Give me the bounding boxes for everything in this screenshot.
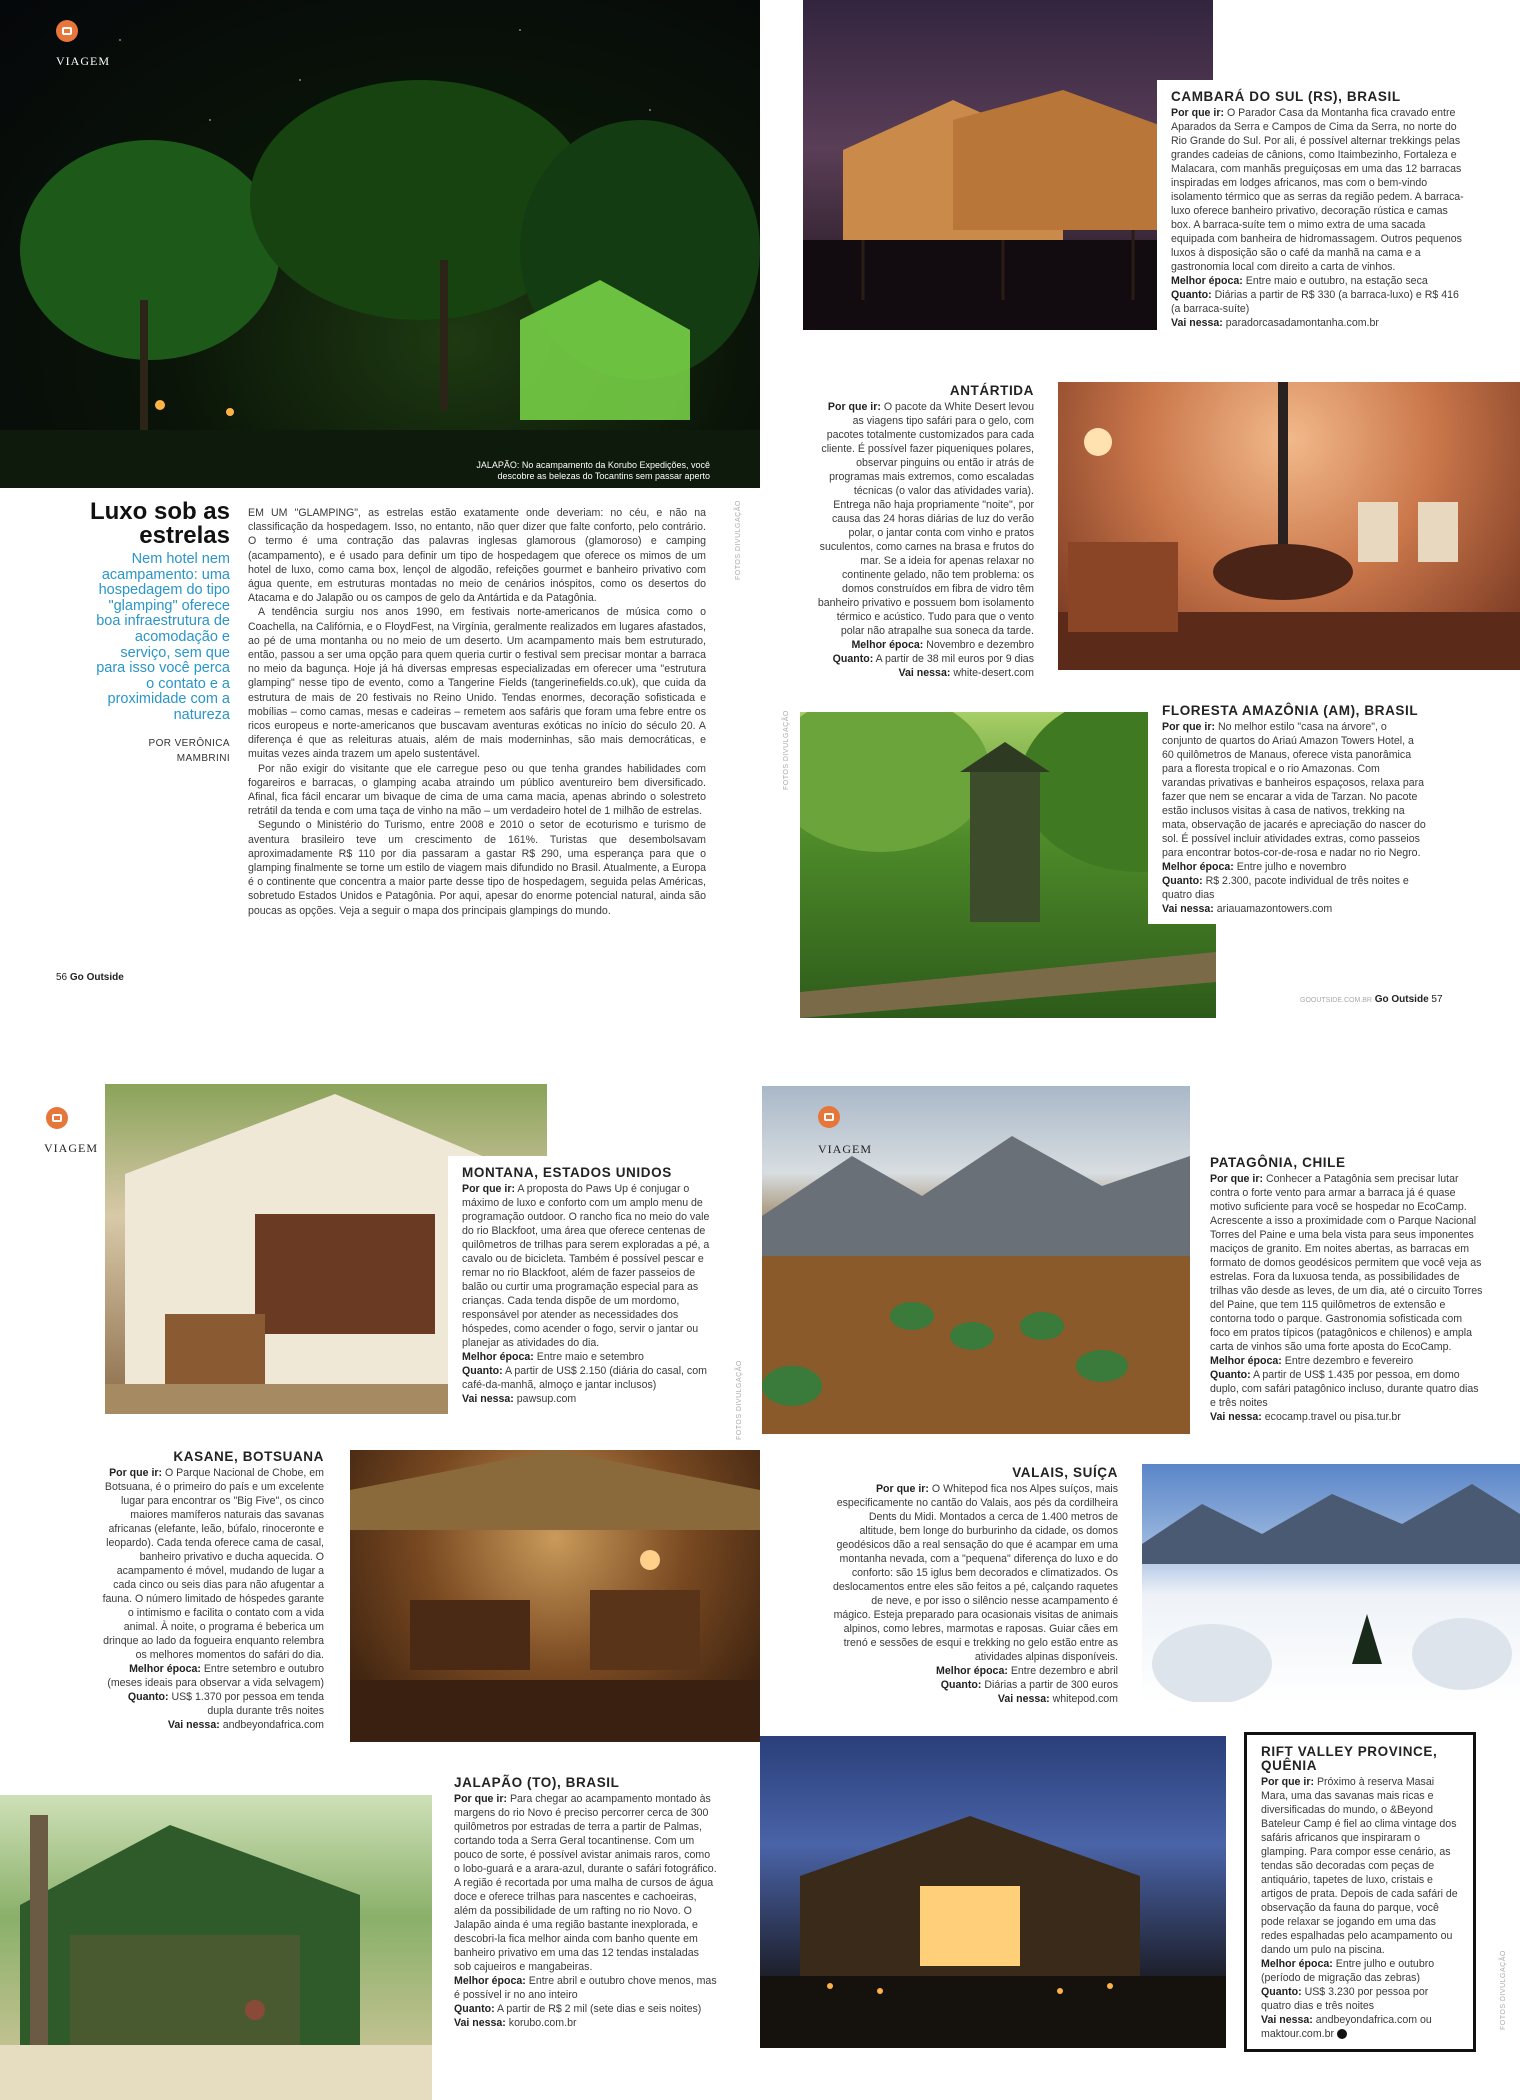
page-number: 56 <box>56 972 68 983</box>
photo-credit: FOTOS DIVULGAÇÃO <box>1500 1950 1507 2030</box>
when-label: Melhor época: <box>1171 275 1243 287</box>
photo-credit: FOTOS DIVULGAÇÃO <box>735 500 742 580</box>
link-text: andbeyondafrica.com ou maktour.com.br <box>1261 2014 1432 2040</box>
card-title: JALAPÃO (TO), BRASIL <box>454 1775 620 1790</box>
why-label: Por que ir: <box>1162 721 1215 733</box>
price-text: A partir de US$ 2.150 (diária do casal, com café-da-manhã, almoço e jantar inclusos) <box>462 1365 707 1391</box>
hero-caption: JALAPÃO: No acampamento da Korubo Expedições, você descobre as belezas do Tocantins sem passar aperto <box>476 460 710 481</box>
when-text: Entre julho e outubro (período de migração das zebras) <box>1261 1958 1435 1984</box>
card-title: MONTANA, ESTADOS UNIDOS <box>462 1165 672 1180</box>
why-label: Por que ir: <box>1261 1776 1314 1788</box>
section-label: VIAGEM <box>818 1142 872 1156</box>
link-text: ariauamazontowers.com <box>1216 903 1333 915</box>
paragraph: Segundo o Ministério do Turismo, entre 2008 e 2010 o setor de ecoturismo e turismo de aventura brasileiro teve um crescimento de 161%. Turistas que desembolsavam aproximadamente R$ 110 por dia passaram a gastar R$ 290, uma esperança para que o glamping finalmente se torne um estilo de viagem mais difundido no Brasil. Atualmente, a Europa é o continente que concentra a maior parte desse tipo de hospedagem, seguida pelas Américas, sobretudo Estados Unidos e Patagônia. Por aqui, apesar do enorme potencial natural, ainda são poucas as opções. Veja a seguir o mapa dos principais glampings do mundo. <box>248 819 706 917</box>
link-text: ecocamp.travel ou pisa.tur.br <box>1264 1411 1401 1423</box>
link-label: Vai nessa: <box>1162 903 1214 915</box>
card-jalapao <box>440 1766 730 2038</box>
card-title: PATAGÔNIA, CHILE <box>1210 1155 1346 1170</box>
jalapao-tent-illustration <box>0 1795 432 2100</box>
link-text: andbeyondafrica.com <box>222 1719 324 1731</box>
price-label: Quanto: <box>1171 289 1212 301</box>
photo-antartida-dome-interior <box>1058 382 1520 670</box>
link-label: Vai nessa: <box>454 2017 506 2029</box>
card-patagonia <box>1196 1146 1496 1432</box>
why-text: No melhor estilo "casa na árvore", o conjunto de quartos do Ariaú Amazon Towers Hotel, a 60 quilômetros de Manaus, oferece vista panorâmica para a floresta tropical e o rio Amazonas. Com varandas privativas e banheiros espaçosos, relaxa para fazer que nem se encarar a vida de Tarzan. No pacote estão inclusos visitas à casa de nativos, trekking na mata, observação de jacarés e apreciação do nascer do sol. É possível incluir atividades extras, como passeios para encontrar botos-cor-de-rosa e nadar no rio Negro. <box>1162 721 1426 859</box>
why-text: O Parque Nacional de Chobe, em Botsuana, é o primeiro do país e um excelente lugar para encontrar os "Big Five", os cinco maiores mamíferos naturais das savanas africanas (elefante, leão, búfalo, rinoceronte e leopardo). Cada tenda oferece cama de casal, banheiro privativo e ducha aquecida. O acampamento é móvel, mudando de lugar a cada cinco ou seis dias para não afugentar a fauna. O número limitado de hóspedes garante o intimismo e facilita o contato com a vida animal. À noite, o programa é beberica um drinque ao lado da fogueira enquanto relembra os melhores momentos do safári do dia. <box>102 1467 324 1661</box>
hero-photo-jalapao-night <box>0 0 760 488</box>
price-text: A partir de R$ 2 mil (sete dias e seis noites) <box>496 2003 702 2015</box>
when-text: Entre dezembro e fevereiro <box>1284 1355 1414 1367</box>
tent-badge-icon <box>46 1107 68 1129</box>
price-text: US$ 3.230 por pessoa por quatro dias e três noites <box>1261 1986 1429 2012</box>
magazine-name: Go Outside <box>1374 994 1429 1005</box>
photo-patagonia-ecocamp <box>762 1086 1190 1434</box>
link-label: Vai nessa: <box>462 1393 514 1405</box>
when-text: Entre maio e outubro, na estação seca <box>1245 275 1428 287</box>
when-label: Melhor época: <box>129 1663 201 1675</box>
dome-interior-illustration <box>1058 382 1520 670</box>
price-text: A partir de US$ 1.435 por pessoa, em domo duplo, com safári patagônico incluso, durante quatro dias e três noites <box>1210 1369 1479 1409</box>
rift-tent-illustration <box>760 1736 1226 2048</box>
when-label: Melhor época: <box>851 639 924 651</box>
when-label: Melhor época: <box>1261 1958 1333 1970</box>
when-text: Entre dezembro e abril <box>1010 1665 1118 1677</box>
photo-valais-whitepod <box>1142 1464 1520 1702</box>
why-label: Por que ir: <box>109 1467 163 1479</box>
why-text: O pacote da White Desert levou as viagens tipo safári para o gelo, com pacotes totalmente customizados para cada cliente. É possível fazer piqueniques polares, observar pinguins ou então ir atrás de programas mais extremos, como escaladas técnicas (o valor das atividades varia). Entrega não haja propriamente "noite", por causa das 24 horas diárias de luz do verão polar, o jantar conta com vinho e pratos suculentos, como carnes na brasa e frutos do mar. Se a ideia for apenas relaxar no continente gelado, não tem problema: os domos construídos em fibra de vidro têm banheiro privativo e possuem bom isolamento térmico e acústico. Tudo para que o vento polar não atrapalhe sua soneca da tarde. <box>817 401 1034 637</box>
paragraph: Por não exigir do visitante que ele carregue peso ou que tenha grandes habilidades com fogareiros e barracas, o glamping acaba atraindo um público aventureiro bem diversificado. Afinal, fica fácil encarar um bivaque de cima de uma cama macia, apenas abrindo o solestreto retrátil da tenda e com uma taça de vinho na mão – um verdadeiro hotel de 1 milhão de estrelas. <box>248 762 706 818</box>
price-label: Quanto: <box>940 1679 982 1691</box>
link-text: pawsup.com <box>516 1393 577 1405</box>
price-text: A partir de 38 mil euros por 9 dias <box>875 653 1034 665</box>
link-label: Vai nessa: <box>1210 1411 1262 1423</box>
when-label: Melhor época: <box>462 1351 534 1363</box>
magazine-name: Go Outside <box>69 972 124 983</box>
site-url: GOOUTSIDE.COM.BR <box>1300 997 1372 1004</box>
card-montana <box>448 1156 726 1414</box>
why-text: O Parador Casa da Montanha fica cravado entre Aparados da Serra e Campos de Cima da Serra, no norte do Rio Grande do Sul. Por ali, é possível alternar trekkings pelas grandes cadeias de cânions, como Itaimbezinho, Fortaleza e Malacara, com manhãs preguiçosas em uma das 12 barracas inspiradas em lodges africanos, mas com o bem-vindo isolamento térmico que as serras da região pedem. A barraca-luxo oferece banheiro privativo, decoração rústica e camas box. A barraca-suíte tem o mimo extra de uma sacada equipada com banheira de hidromassagem. Outros pequenos luxos à disposição são o café da manhã na cama e a gastronomia local com direito a carta de vinhos. <box>1171 107 1464 273</box>
why-label: Por que ir: <box>875 1483 929 1495</box>
price-text: R$ 2.300, pacote individual de três noites e quatro dias <box>1162 875 1409 901</box>
page-number: 57 <box>1431 994 1443 1005</box>
paragraph: A tendência surgiu nos anos 1990, em festivais norte-americanos de música como o Coachella, na Califórnia, e o FloydFest, na Virgínia, geralmente realizados em lugares afastados, ao pé de uma montanha ou no meio de um deserto. Um acampamento mais bem estruturado, então, passou a ser uma opção para quem queria curtir o festival sem precisar montar a barraca no meio da bagunça. Hoje já há diversas empresas especializadas em oferecer uma "estrutura glamping" nesse tipo de evento, como a Tangerine Fields (tangerinefields.co.uk), que cuida da estrutura de mais de 20 festivais no Reino Unido. Tendas enormes, decoração sofisticada e mobílias – como camas, mesas e cadeiras – remetem aos safáris que foram uma febre entre os ricos europeus e norte-americanos que buscavam aventuras exóticas no início do século 20. A diferença é que as releituras atuais, além de mais moderninhas, são mais democráticas, e muitas vezes ainda trazem um apelo sustentável. <box>248 606 706 761</box>
price-text: Diárias a partir de 300 euros <box>984 1679 1118 1691</box>
card-rift-valley <box>1244 1732 1476 2052</box>
byline: POR VERÔNICA MAMBRINI <box>148 738 230 764</box>
when-text: Entre abril e outubro chove menos, mas é possível ir no ano inteiro <box>454 1975 717 2001</box>
price-label: Quanto: <box>462 1365 503 1377</box>
why-text: Para chegar ao acampamento montado às margens do rio Novo é preciso percorrer cerca de 300 quilômetros por estradas de terra a partir de Palmas, cortando toda a Serra Geral tocantinense. Com um pouco de sorte, é possível avistar animais raros, como o lobo-guará e a arara-azul, durante o safári fotográfico. A região é recortada por uma malha de cursos de água doce e oferece trilhas para nascentes e cachoeiras, além da possibilidade de um rafting no rio Novo. O Jalapão ainda é uma região bastante inexplorada, e descobri-la fica melhor ainda com banho quente em banheiro privativo em uma das 12 tendas instaladas sob cajueiros e mangabeiras. <box>454 1793 717 1973</box>
why-label: Por que ir: <box>462 1183 515 1195</box>
card-title: VALAIS, SUÍÇA <box>1012 1465 1118 1480</box>
photo-rift-valley-tent <box>760 1736 1226 2048</box>
price-label: Quanto: <box>832 653 874 665</box>
card-title: CAMBARÁ DO SUL (RS), BRASIL <box>1171 89 1401 104</box>
photo-kasane-tent-interior <box>350 1450 760 1742</box>
tent-badge-icon <box>56 20 78 42</box>
link-label: Vai nessa: <box>1171 317 1223 329</box>
whitepod-illustration <box>1142 1464 1520 1702</box>
price-label: Quanto: <box>454 2003 495 2015</box>
card-floresta <box>1148 694 1438 924</box>
when-text: Entre maio e setembro <box>536 1351 644 1363</box>
when-label: Melhor época: <box>1162 861 1234 873</box>
card-title: FLORESTA AMAZÔNIA (AM), BRASIL <box>1162 703 1419 718</box>
why-text: O Whitepod fica nos Alpes suíços, mais especificamente no cantão do Valais, aos pés da cordilheira Dents du Midi. Montados a cerca de 1.400 metros de altitude, bem longe do burburinho da cidade, os domos geodésicos dão a real sensação do que é acampar em uma montanha nevada, com a "pequena" diferença do luxo e do conforto: são 15 iglus bem decorados e climatizados. Os deslocamentos entre eles são feitos a pé, calçando raquetes de neve, e por isso o silêncio nesse acampamento é mágico. Esteja preparado para ocasionais visitas de animais alpinos, como lebres, marmotas e raposas. Guiar cães em trenó e sessões de esqui e trekking no gelo estão entre as atividades alpinas disponíveis. <box>832 1483 1118 1663</box>
why-label: Por que ir: <box>1171 107 1224 119</box>
article-body <box>248 506 706 918</box>
why-text: Conhecer a Patagônia sem precisar lutar contra o forte vento para armar a barraca já é quase motivo suficiente para você se hospedar no EcoCamp. Acrescente a isso a proximidade com o Parque Nacional Torres del Paine e uma bela vista para seus imponentes maciços de granito. Em noites abertas, as barracas em formato de domos geodésicos permitem que você veja as estrelas. Fora da luxuosa tenda, as possibilidades de trilhas vão desde as leves, de um dia, até o circuito Torres del Paine, que tem 115 quilômetros de extensão e contorna todo o parque. Gastronomia sofisticada com foco em pratos típicos (patagônicos e chilenos) e ampla carta de vinhos são uma forte aposta do EcoCamp. <box>1210 1173 1483 1353</box>
card-kasane <box>86 1440 336 1740</box>
price-text: Diárias a partir de R$ 330 (a barraca-luxo) e R$ 416 (a barraca-suíte) <box>1171 289 1459 315</box>
why-label: Por que ir: <box>827 401 881 413</box>
card-title: ANTÁRTIDA <box>949 383 1034 398</box>
card-antartida <box>800 374 1046 688</box>
link-text: whitepod.com <box>1052 1693 1118 1705</box>
link-label: Vai nessa: <box>898 667 951 679</box>
price-label: Quanto: <box>1261 1986 1302 1998</box>
photo-cambara-tents <box>803 0 1213 330</box>
photo-jalapao-tent <box>0 1795 432 2100</box>
photo-credit: FOTOS DIVULGAÇÃO <box>736 1360 743 1440</box>
end-mark-icon <box>1337 2029 1347 2039</box>
patagonia-illustration <box>762 1086 1190 1434</box>
card-title: RIFT VALLEY PROVINCE, QUÊNIA <box>1261 1744 1438 1773</box>
price-label: Quanto: <box>1162 875 1203 887</box>
why-text: Próximo à reserva Masai Mara, uma das savanas mais ricas e diversificadas do mundo, o &Beyond Bateleur Camp é fiel ao clima vintage dos safáris africanos que inspiraram o glamping. Para compor esse cenário, as tendas são decoradas com peças de antiquário, tapetes de luxo, cristais e artigos de prata. Depois de cada safári de observação da fauna do parque, você pode relaxar se jogando em uma das redes espalhadas pelo acampamento ou dando um pulo na piscina. <box>1261 1776 1458 1956</box>
card-valais <box>818 1456 1130 1714</box>
folio-left <box>56 972 124 983</box>
link-label: Vai nessa: <box>167 1719 220 1731</box>
link-label: Vai nessa: <box>997 1693 1050 1705</box>
folio-right <box>1300 994 1443 1005</box>
when-text: Novembro e dezembro <box>926 639 1034 651</box>
section-label: VIAGEM <box>56 54 110 68</box>
tent-badge-icon <box>818 1106 840 1128</box>
photo-credit: FOTOS DIVULGAÇÃO <box>783 710 790 790</box>
why-text: A proposta do Paws Up é conjugar o máximo de luxo e conforto com um amplo menu de programação outdoor. O rancho fica no meio do vale do rio Blackfoot, uma área que oferece centenas de quilômetros de trilhas para serem exploradas a pé, a cavalo ou de bicicleta. Também é possível pescar e remar no rio Blackfoot, além de fazer passeios de balão ou curtir uma programação especial para as crianças. Cada tenda dispõe de um mordomo, responsável por atender as necessidades dos hóspedes, como acender o fogo, servir o jantar ou planejar as atividades do dia. <box>462 1183 710 1349</box>
card-title: KASANE, BOTSUANA <box>173 1449 324 1464</box>
kasane-interior-illustration <box>350 1450 760 1742</box>
headline: Luxo sob as estrelas <box>89 498 230 549</box>
why-label: Por que ir: <box>1210 1173 1263 1185</box>
section-label: VIAGEM <box>44 1141 98 1155</box>
price-label: Quanto: <box>127 1691 169 1703</box>
night-forest-illustration <box>0 0 760 488</box>
link-text: paradorcasadamontanha.com.br <box>1225 317 1379 329</box>
link-text: korubo.com.br <box>508 2017 577 2029</box>
card-cambara <box>1157 80 1477 338</box>
link-text: white-desert.com <box>953 667 1034 679</box>
price-text: US$ 1.370 por pessoa em tenda dupla durante três noites <box>171 1691 324 1717</box>
paragraph: EM UM "GLAMPING", as estrelas estão exatamente onde deveriam: no céu, e não na classificação da hospedagem. Isso, no entanto, não quer dizer que falte conforto, pelo contrário. O termo é uma contração das palavras inglesas glamorous (glamoroso) e camping (acampamento), e é usado para definir um tipo de hospedagem que oferece os mimos de um hotel de luxo, como cama box, lençol de algodão, refeições gourmet e banheiro privativo com água quente, em estruturas montadas no meio de cenários inóspitos, como os desertos do Atacama e do Jalapão ou os campos de gelo da Antártida e da Patagônia. <box>248 507 706 605</box>
why-label: Por que ir: <box>454 1793 507 1805</box>
when-label: Melhor época: <box>936 1665 1008 1677</box>
link-label: Vai nessa: <box>1261 2014 1313 2026</box>
cambara-tent-illustration <box>803 0 1213 330</box>
when-text: Entre setembro e outubro (meses ideais para observar a vida selvagem) <box>107 1663 324 1689</box>
when-text: Entre julho e novembro <box>1236 861 1347 873</box>
deck: Nem hotel nem acampamento: uma hospedagem do tipo "glamping" oferece boa infraestrutura de acomodação e serviço, sem que para isso você perca o contato e a proximidade com a natureza <box>96 551 230 723</box>
price-label: Quanto: <box>1210 1369 1251 1381</box>
when-label: Melhor época: <box>454 1975 526 1987</box>
when-label: Melhor época: <box>1210 1355 1282 1367</box>
